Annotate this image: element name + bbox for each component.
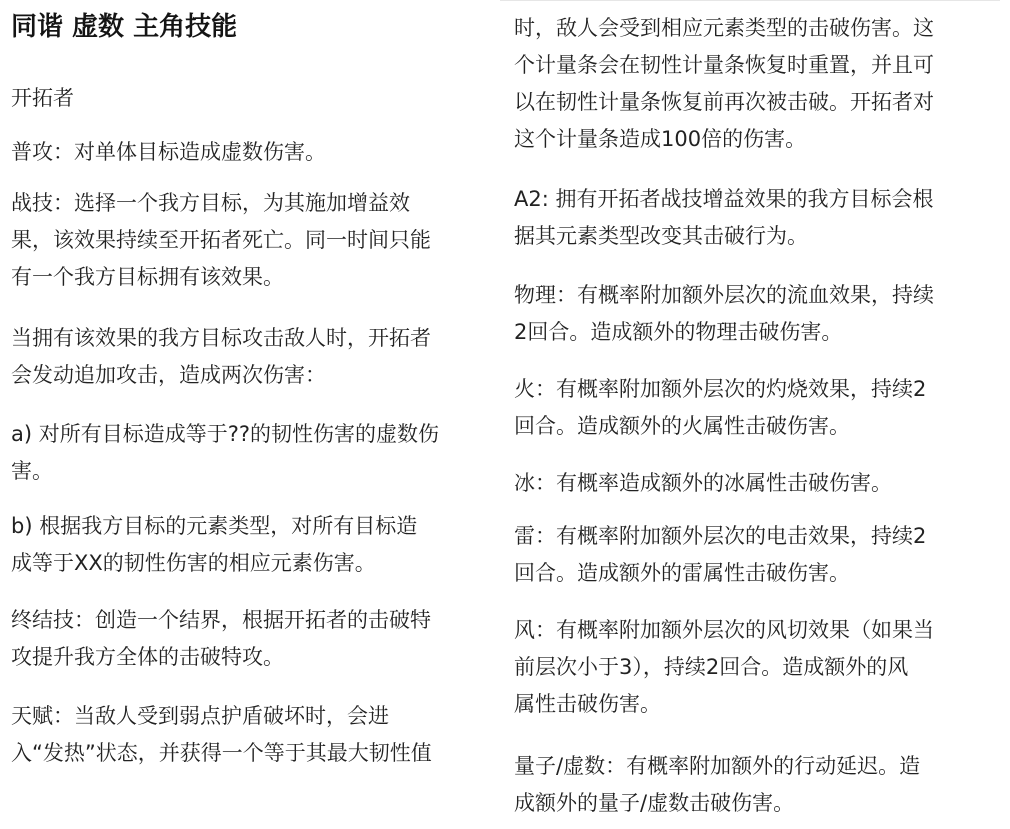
a2-line: A2: 拥有开拓者战技增益效果的我方目标会根 — [514, 187, 934, 211]
wind-line: 风：有概率附加额外层次的风切效果（如果当 — [514, 618, 934, 642]
skill-line: 战技：选择一个我方目标，为其施加增益效 — [11, 191, 410, 215]
followup-line: 当拥有该效果的我方目标攻击敌人时，开拓者 — [11, 326, 431, 350]
ultimate-paragraph — [11, 602, 431, 676]
wind-line: 属性击破伤害。 — [514, 692, 661, 716]
talent-cont-line: 个计量条会在韧性计量条恢复时重置，并且可 — [514, 53, 934, 77]
physical-line: 2回合。造成额外的物理击破伤害。 — [514, 320, 843, 344]
talent-cont-line: 时，敌人会受到相应元素类型的击破伤害。这 — [514, 16, 934, 40]
character-name-text: 开拓者 — [11, 86, 74, 110]
right-column — [500, 0, 1010, 829]
basic-attack-paragraph — [11, 134, 326, 171]
talent-cont-line: 这个计量条造成100倍的伤害。 — [514, 127, 807, 151]
lightning-paragraph — [514, 518, 926, 592]
part-b-paragraph — [11, 508, 417, 582]
lightning-line: 回合。造成额外的雷属性击破伤害。 — [514, 561, 850, 585]
page-title: 同谐 虚数 主角技能 — [11, 12, 238, 42]
ultimate-line: 攻提升我方全体的击破特攻。 — [11, 645, 284, 669]
fire-line: 火：有概率附加额外层次的灼烧效果，持续2 — [514, 377, 927, 401]
a2-line: 据其元素类型改变其击破行为。 — [514, 224, 808, 248]
wind-line: 前层次小于3），持续2回合。造成额外的风 — [514, 655, 909, 679]
ice-paragraph — [514, 465, 892, 502]
quantum-line: 量子/虚数：有概率附加额外的行动延迟。造 — [514, 754, 921, 778]
wind-paragraph — [514, 612, 934, 723]
basic-attack-text: 普攻：对单体目标造成虚数伤害。 — [11, 140, 326, 164]
part-b-line: b) 根据我方目标的元素类型，对所有目标造 — [11, 514, 418, 538]
part-a-paragraph — [11, 416, 439, 490]
part-b-line: 成等于XX的韧性伤害的相应元素伤害。 — [11, 551, 376, 575]
talent-cont-line: 以在韧性计量条恢复前再次被击破。开拓者对 — [514, 90, 934, 114]
a2-paragraph — [514, 181, 933, 255]
skill-paragraph — [11, 185, 431, 296]
talent-paragraph — [11, 698, 432, 772]
quantum-paragraph — [514, 748, 920, 822]
skill-line: 有一个我方目标拥有该效果。 — [11, 265, 284, 289]
skill-line: 果，该效果持续至开拓者死亡。同一时间只能 — [11, 228, 431, 252]
fire-line: 回合。造成额外的火属性击破伤害。 — [514, 414, 850, 438]
talent-continued-paragraph — [514, 10, 934, 158]
talent-line: 天赋：当敌人受到弱点护盾破坏时，会进 — [11, 704, 389, 728]
left-column — [0, 0, 500, 829]
quantum-line: 成额外的量子/虚数击破伤害。 — [514, 791, 795, 815]
character-name — [11, 80, 74, 117]
part-a-line: a) 对所有目标造成等于??的韧性伤害的虚数伤 — [11, 422, 440, 446]
ice-line: 冰：有概率造成额外的冰属性击破伤害。 — [514, 471, 892, 495]
lightning-line: 雷：有概率附加额外层次的电击效果，持续2 — [514, 524, 927, 548]
followup-line: 会发动追加攻击，造成两次伤害： — [11, 363, 326, 387]
fire-paragraph — [514, 371, 926, 445]
followup-paragraph — [11, 320, 431, 394]
physical-line: 物理：有概率附加额外层次的流血效果，持续 — [514, 283, 934, 307]
part-a-line: 害。 — [11, 459, 53, 483]
ultimate-line: 终结技：创造一个结界，根据开拓者的击破特 — [11, 608, 431, 632]
talent-line: 入“发热”状态，并获得一个等于其最大韧性值 — [11, 741, 432, 765]
physical-paragraph — [514, 277, 934, 351]
